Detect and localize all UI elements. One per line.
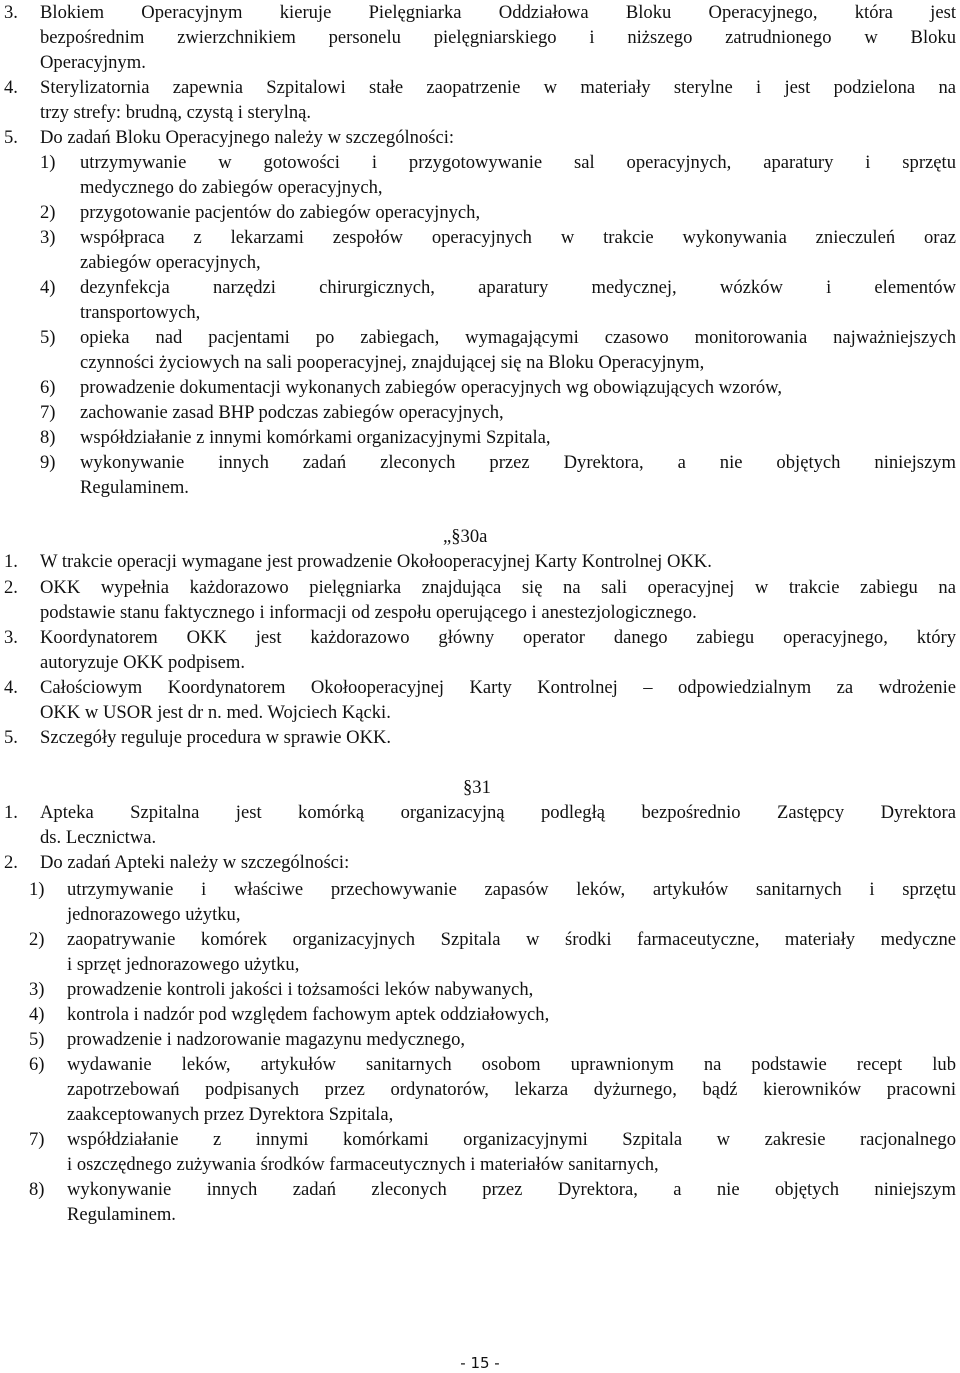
list-item-30a-3 bbox=[0, 625, 960, 650]
subitem-1 bbox=[0, 150, 960, 175]
list-item-5 bbox=[0, 125, 960, 150]
subitem-text: transportowych, bbox=[80, 302, 201, 323]
list-item-3 bbox=[0, 0, 960, 25]
list-item-4 bbox=[0, 75, 960, 100]
item-number: 5. bbox=[4, 727, 18, 748]
subitem-text: przygotowanie pacjentów do zabiegów operacyjnych, bbox=[80, 202, 481, 223]
item-text: Do zadań Bloku Operacyjnego należy w szczególności: bbox=[40, 127, 455, 148]
subitem-number: 2) bbox=[40, 202, 56, 223]
item-number: 3. bbox=[4, 2, 18, 23]
subitem-2 bbox=[0, 200, 960, 225]
subitem-number: 6) bbox=[40, 377, 56, 398]
subitem-text: dezynfekcja narzędzi chirurgicznych, aparatury medycznej, wózków i elementów bbox=[80, 277, 956, 298]
item-number: 4. bbox=[4, 77, 18, 98]
subitem-number: 1) bbox=[29, 879, 45, 900]
list-item-30a-5 bbox=[0, 725, 960, 750]
item-text: bezpośrednim zwierzchnikiem personelu pielęgniarskiego i niższego zatrudnionego w Bloku bbox=[40, 27, 956, 48]
subitem-3-cont bbox=[0, 250, 960, 275]
subitem-number: 7) bbox=[29, 1129, 45, 1150]
item-text: podstawie stanu faktycznego i informacji od zespołu operującego i anestezjologicznego. bbox=[40, 602, 697, 623]
subitem-text: zapotrzebowań podpisanych przez ordynatorów, lekarza dyżurnego, bądź kierowników pracowni bbox=[67, 1079, 956, 1100]
list-item-30a-1 bbox=[0, 549, 960, 574]
subitem-text: czynności życiowych na sali pooperacyjnej, znajdującej się na Bloku Operacyjnym, bbox=[80, 352, 705, 373]
subitem-number: 3) bbox=[40, 227, 56, 248]
subitem-text: utrzymywanie i właściwe przechowywanie zapasów leków, artykułów sanitarnych i sprzętu bbox=[67, 879, 956, 900]
item-text: Do zadań Apteki należy w szczególności: bbox=[40, 852, 350, 873]
subitem-text: medycznego do zabiegów operacyjnych, bbox=[80, 177, 383, 198]
apteka-subitem-1 bbox=[0, 877, 960, 902]
apteka-subitem-7 bbox=[0, 1127, 960, 1152]
subitem-9 bbox=[0, 450, 960, 475]
subitem-5-cont bbox=[0, 350, 960, 375]
subitem-text: i oszczędnego zużywania środków farmaceutycznych i materiałów sanitarnych, bbox=[67, 1154, 659, 1175]
item-text: Całościowym Koordynatorem Okołooperacyjnej Karty Kontrolnej – odpowiedzialnym za wdrożenie bbox=[40, 677, 956, 698]
subitem-text: wydawanie leków, artykułów sanitarnych osobom uprawnionym na podstawie recept lub bbox=[67, 1054, 956, 1075]
section-heading-30a: „§30a bbox=[443, 526, 488, 547]
apteka-subitem-6-cont bbox=[0, 1102, 960, 1127]
subitem-text: zaopatrywanie komórek organizacyjnych Szpitala w środki farmaceutyczne, materiały medyczne bbox=[67, 929, 956, 950]
apteka-subitem-8-cont bbox=[0, 1202, 960, 1227]
subitem-number: 3) bbox=[29, 979, 45, 1000]
subitem-number: 8) bbox=[40, 427, 56, 448]
subitem-number: 9) bbox=[40, 452, 56, 473]
subitem-text: wykonywanie innych zadań zleconych przez Dyrektora, a nie objętych niniejszym bbox=[67, 1179, 956, 1200]
list-item-30a-4 bbox=[0, 675, 960, 700]
subitem-number: 4) bbox=[29, 1004, 45, 1025]
apteka-subitem-4 bbox=[0, 1002, 960, 1027]
subitem-text: współpraca z lekarzami zespołów operacyjnych w trakcie wykonywania znieczuleń oraz bbox=[80, 227, 956, 248]
subitem-text: kontrola i nadzór pod względem fachowym aptek oddziałowych, bbox=[67, 1004, 550, 1025]
subitem-4 bbox=[0, 275, 960, 300]
subitem-text: zaakceptowanych przez Dyrektora Szpitala, bbox=[67, 1104, 394, 1125]
item-number: 2. bbox=[4, 577, 18, 598]
subitem-number: 2) bbox=[29, 929, 45, 950]
subitem-text: współdziałanie z innymi komórkami organizacyjnymi Szpitala w zakresie racjonalnego bbox=[67, 1129, 956, 1150]
apteka-subitem-5 bbox=[0, 1027, 960, 1052]
item-text: Szczegóły reguluje procedura w sprawie OKK. bbox=[40, 727, 392, 748]
subitem-number: 8) bbox=[29, 1179, 45, 1200]
item-text: Koordynatorem OKK jest każdorazowo główny operator danego zabiegu operacyjnego, który bbox=[40, 627, 956, 648]
item-text: Operacyjnym. bbox=[40, 52, 146, 73]
subitem-number: 5) bbox=[40, 327, 56, 348]
apteka-subitem-3 bbox=[0, 977, 960, 1002]
subitem-1-cont bbox=[0, 175, 960, 200]
item-number: 4. bbox=[4, 677, 18, 698]
apteka-subitem-2 bbox=[0, 927, 960, 952]
item-number: 1. bbox=[4, 551, 18, 572]
subitem-text: utrzymywanie w gotowości i przygotowywanie sal operacyjnych, aparatury i sprzętu bbox=[80, 152, 956, 173]
item-text: Apteka Szpitalna jest komórką organizacyjną podległą bezpośrednio Zastępcy Dyrektora bbox=[40, 802, 956, 823]
subitem-number: 6) bbox=[29, 1054, 45, 1075]
list-item-3-cont bbox=[0, 25, 960, 50]
list-item-30a-2 bbox=[0, 575, 960, 600]
subitem-9-cont bbox=[0, 475, 960, 500]
apteka-subitem-6 bbox=[0, 1052, 960, 1077]
item-text: OKK w USOR jest dr n. med. Wojciech Kącki. bbox=[40, 702, 391, 723]
subitem-text: opieka nad pacjentami po zabiegach, wymagającymi czasowo monitorowania najważniejszych bbox=[80, 327, 956, 348]
subitem-5 bbox=[0, 325, 960, 350]
list-item-31-1 bbox=[0, 800, 960, 825]
item-number: 5. bbox=[4, 127, 18, 148]
apteka-subitem-2-cont bbox=[0, 952, 960, 977]
item-text: trzy strefy: brudną, czystą i sterylną. bbox=[40, 102, 312, 123]
subitem-number: 1) bbox=[40, 152, 56, 173]
subitem-7 bbox=[0, 400, 960, 425]
subitem-text: prowadzenie kontroli jakości i tożsamości leków nabywanych, bbox=[67, 979, 534, 1000]
subitem-text: zabiegów operacyjnych, bbox=[80, 252, 261, 273]
list-item-31-1-cont bbox=[0, 825, 960, 850]
subitem-text: współdziałanie z innymi komórkami organizacyjnymi Szpitala, bbox=[80, 427, 551, 448]
item-text: Blokiem Operacyjnym kieruje Pielęgniarka Oddziałowa Bloku Operacyjnego, która jest bbox=[40, 2, 956, 23]
list-item-30a-2-cont bbox=[0, 600, 960, 625]
item-text: ds. Lecznictwa. bbox=[40, 827, 157, 848]
subitem-number: 4) bbox=[40, 277, 56, 298]
subitem-text: Regulaminem. bbox=[67, 1204, 176, 1225]
subitem-text: jednorazowego użytku, bbox=[67, 904, 241, 925]
subitem-number: 5) bbox=[29, 1029, 45, 1050]
list-item-3-cont bbox=[0, 50, 960, 75]
apteka-subitem-8 bbox=[0, 1177, 960, 1202]
page-number: - 15 - bbox=[460, 1354, 500, 1372]
section-heading-31: §31 bbox=[463, 777, 491, 798]
item-number: 2. bbox=[4, 852, 18, 873]
subitem-text: zachowanie zasad BHP podczas zabiegów operacyjnych, bbox=[80, 402, 504, 423]
subitem-text: Regulaminem. bbox=[80, 477, 189, 498]
apteka-subitem-7-cont bbox=[0, 1152, 960, 1177]
subitem-text: prowadzenie i nadzorowanie magazynu medycznego, bbox=[67, 1029, 466, 1050]
subitem-8 bbox=[0, 425, 960, 450]
subitem-4-cont bbox=[0, 300, 960, 325]
list-item-30a-4-cont bbox=[0, 700, 960, 725]
subitem-text: prowadzenie dokumentacji wykonanych zabiegów operacyjnych wg obowiązujących wzorów, bbox=[80, 377, 782, 398]
subitem-3 bbox=[0, 225, 960, 250]
list-item-30a-3-cont bbox=[0, 650, 960, 675]
item-text: W trakcie operacji wymagane jest prowadzenie Okołooperacyjnej Karty Kontrolnej OKK. bbox=[40, 551, 712, 572]
item-text: autoryzuje OKK podpisem. bbox=[40, 652, 246, 673]
subitem-number: 7) bbox=[40, 402, 56, 423]
subitem-text: wykonywanie innych zadań zleconych przez Dyrektora, a nie objętych niniejszym bbox=[80, 452, 956, 473]
list-item-31-2 bbox=[0, 850, 960, 875]
apteka-subitem-1-cont bbox=[0, 902, 960, 927]
item-text: OKK wypełnia każdorazowo pielęgniarka znajdująca się na sali operacyjnej w trakcie zabiegu na bbox=[40, 577, 956, 598]
subitem-text: i sprzęt jednorazowego użytku, bbox=[67, 954, 300, 975]
item-number: 3. bbox=[4, 627, 18, 648]
item-number: 1. bbox=[4, 802, 18, 823]
item-text: Sterylizatornia zapewnia Szpitalowi stałe zaopatrzenie w materiały sterylne i jest podzielona na bbox=[40, 77, 956, 98]
list-item-4-cont bbox=[0, 100, 960, 125]
apteka-subitem-6-cont bbox=[0, 1077, 960, 1102]
subitem-6 bbox=[0, 375, 960, 400]
